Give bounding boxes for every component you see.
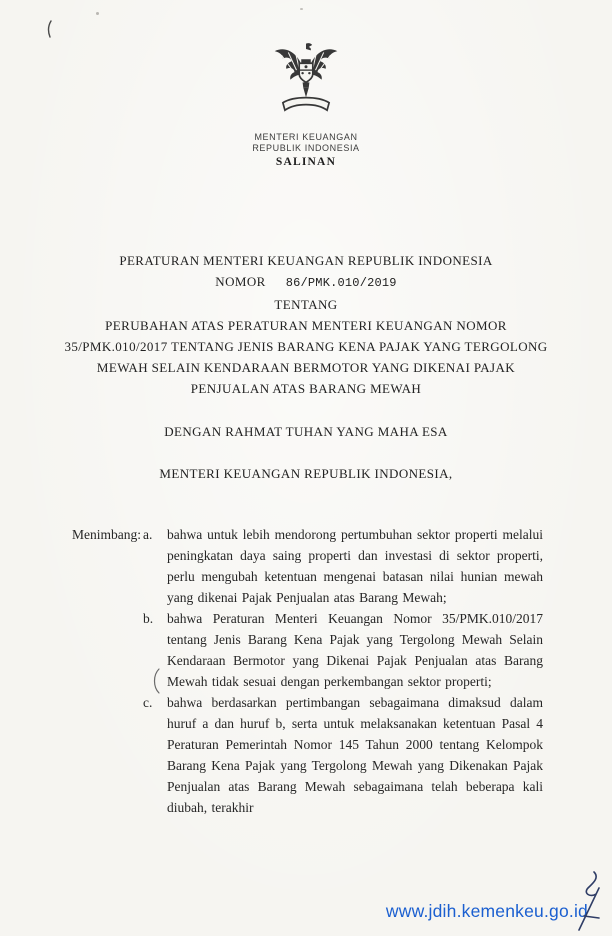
invocation-line: DENGAN RAHMAT TUHAN YANG MAHA ESA bbox=[164, 424, 448, 439]
about-label: TENTANG bbox=[274, 297, 338, 312]
item-text: bahwa berdasarkan pertimbangan sebagaimana dimaksud dalam huruf a dan huruf b, serta untuk melaksanakan ketentuan Pasal 4 Peraturan Pemerintah Nomor 145 Tahun 2000 tentang Kelompok Barang Kena Pajak yang Tergolong Mewah yang Dikenakan Pajak Penjualan atas Barang Mewah sebagaimana telah beberapa kali diubah, terakhir bbox=[167, 695, 543, 815]
item-letter: a. bbox=[143, 527, 153, 542]
regulation-heading: PERATURAN MENTERI KEUANGAN REPUBLIK INDONESIA bbox=[119, 253, 493, 268]
letterhead bbox=[0, 0, 612, 168]
garuda-pancasila-icon bbox=[272, 40, 340, 122]
item-text: bahwa untuk lebih mendorong pertumbuhan sektor properti melalui peningkatan daya saing properti dan investasi di sektor properti, perlu mengubah ketentuan mengenai batasan nilai hunian mewah yang dikenai Pajak Penjualan atas Barang Mewah; bbox=[167, 527, 543, 605]
pen-stroke-mark-icon bbox=[46, 20, 54, 38]
handwritten-paraf-icon bbox=[564, 868, 610, 934]
regulation-subject: PERUBAHAN ATAS PERATURAN MENTERI KEUANGAN NOMOR 35/PMK.010/2017 TENTANG JENIS BARANG KENA PAJAK YANG TERGOLONG MEWAH SELAIN KENDARAAN BERMOTOR YANG DIKENAI PAJAK PENJUALAN ATAS BARANG MEWAH bbox=[64, 318, 548, 396]
preamble-section bbox=[72, 524, 543, 818]
republic-name: REPUBLIK INDONESIA bbox=[252, 143, 360, 153]
item-letter: c. bbox=[143, 695, 153, 710]
copy-type-label: SALINAN bbox=[275, 156, 337, 168]
pen-curve-mark-icon bbox=[151, 668, 161, 694]
scan-speck bbox=[300, 8, 303, 10]
title-block bbox=[0, 250, 612, 484]
number-value: 86/PMK.010/2019 bbox=[285, 276, 397, 290]
authority-line: MENTERI KEUANGAN REPUBLIK INDONESIA, bbox=[159, 466, 453, 481]
ministry-name: MENTERI KEUANGAN bbox=[254, 132, 358, 142]
item-text: bahwa Peraturan Menteri Keuangan Nomor 35/PMK.010/2017 tentang Jenis Barang Kena Pajak yang Tergolong Mewah Selain Kendaraan Bermotor yang Dikenai Pajak Penjualan atas Barang Mewah tidak sesuai dengan perkembangan sektor properti; bbox=[167, 611, 543, 689]
number-label: NOMOR bbox=[215, 274, 266, 289]
jdih-watermark: www.jdih.kemenkeu.go.id bbox=[385, 901, 588, 921]
item-letter: b. bbox=[143, 611, 154, 626]
consideration-item bbox=[72, 608, 543, 692]
preamble-label: Menimbang: bbox=[72, 527, 141, 542]
scan-speck bbox=[96, 12, 99, 15]
consideration-item bbox=[72, 692, 543, 818]
regulation-number-row bbox=[0, 271, 612, 294]
consideration-item bbox=[72, 524, 543, 608]
